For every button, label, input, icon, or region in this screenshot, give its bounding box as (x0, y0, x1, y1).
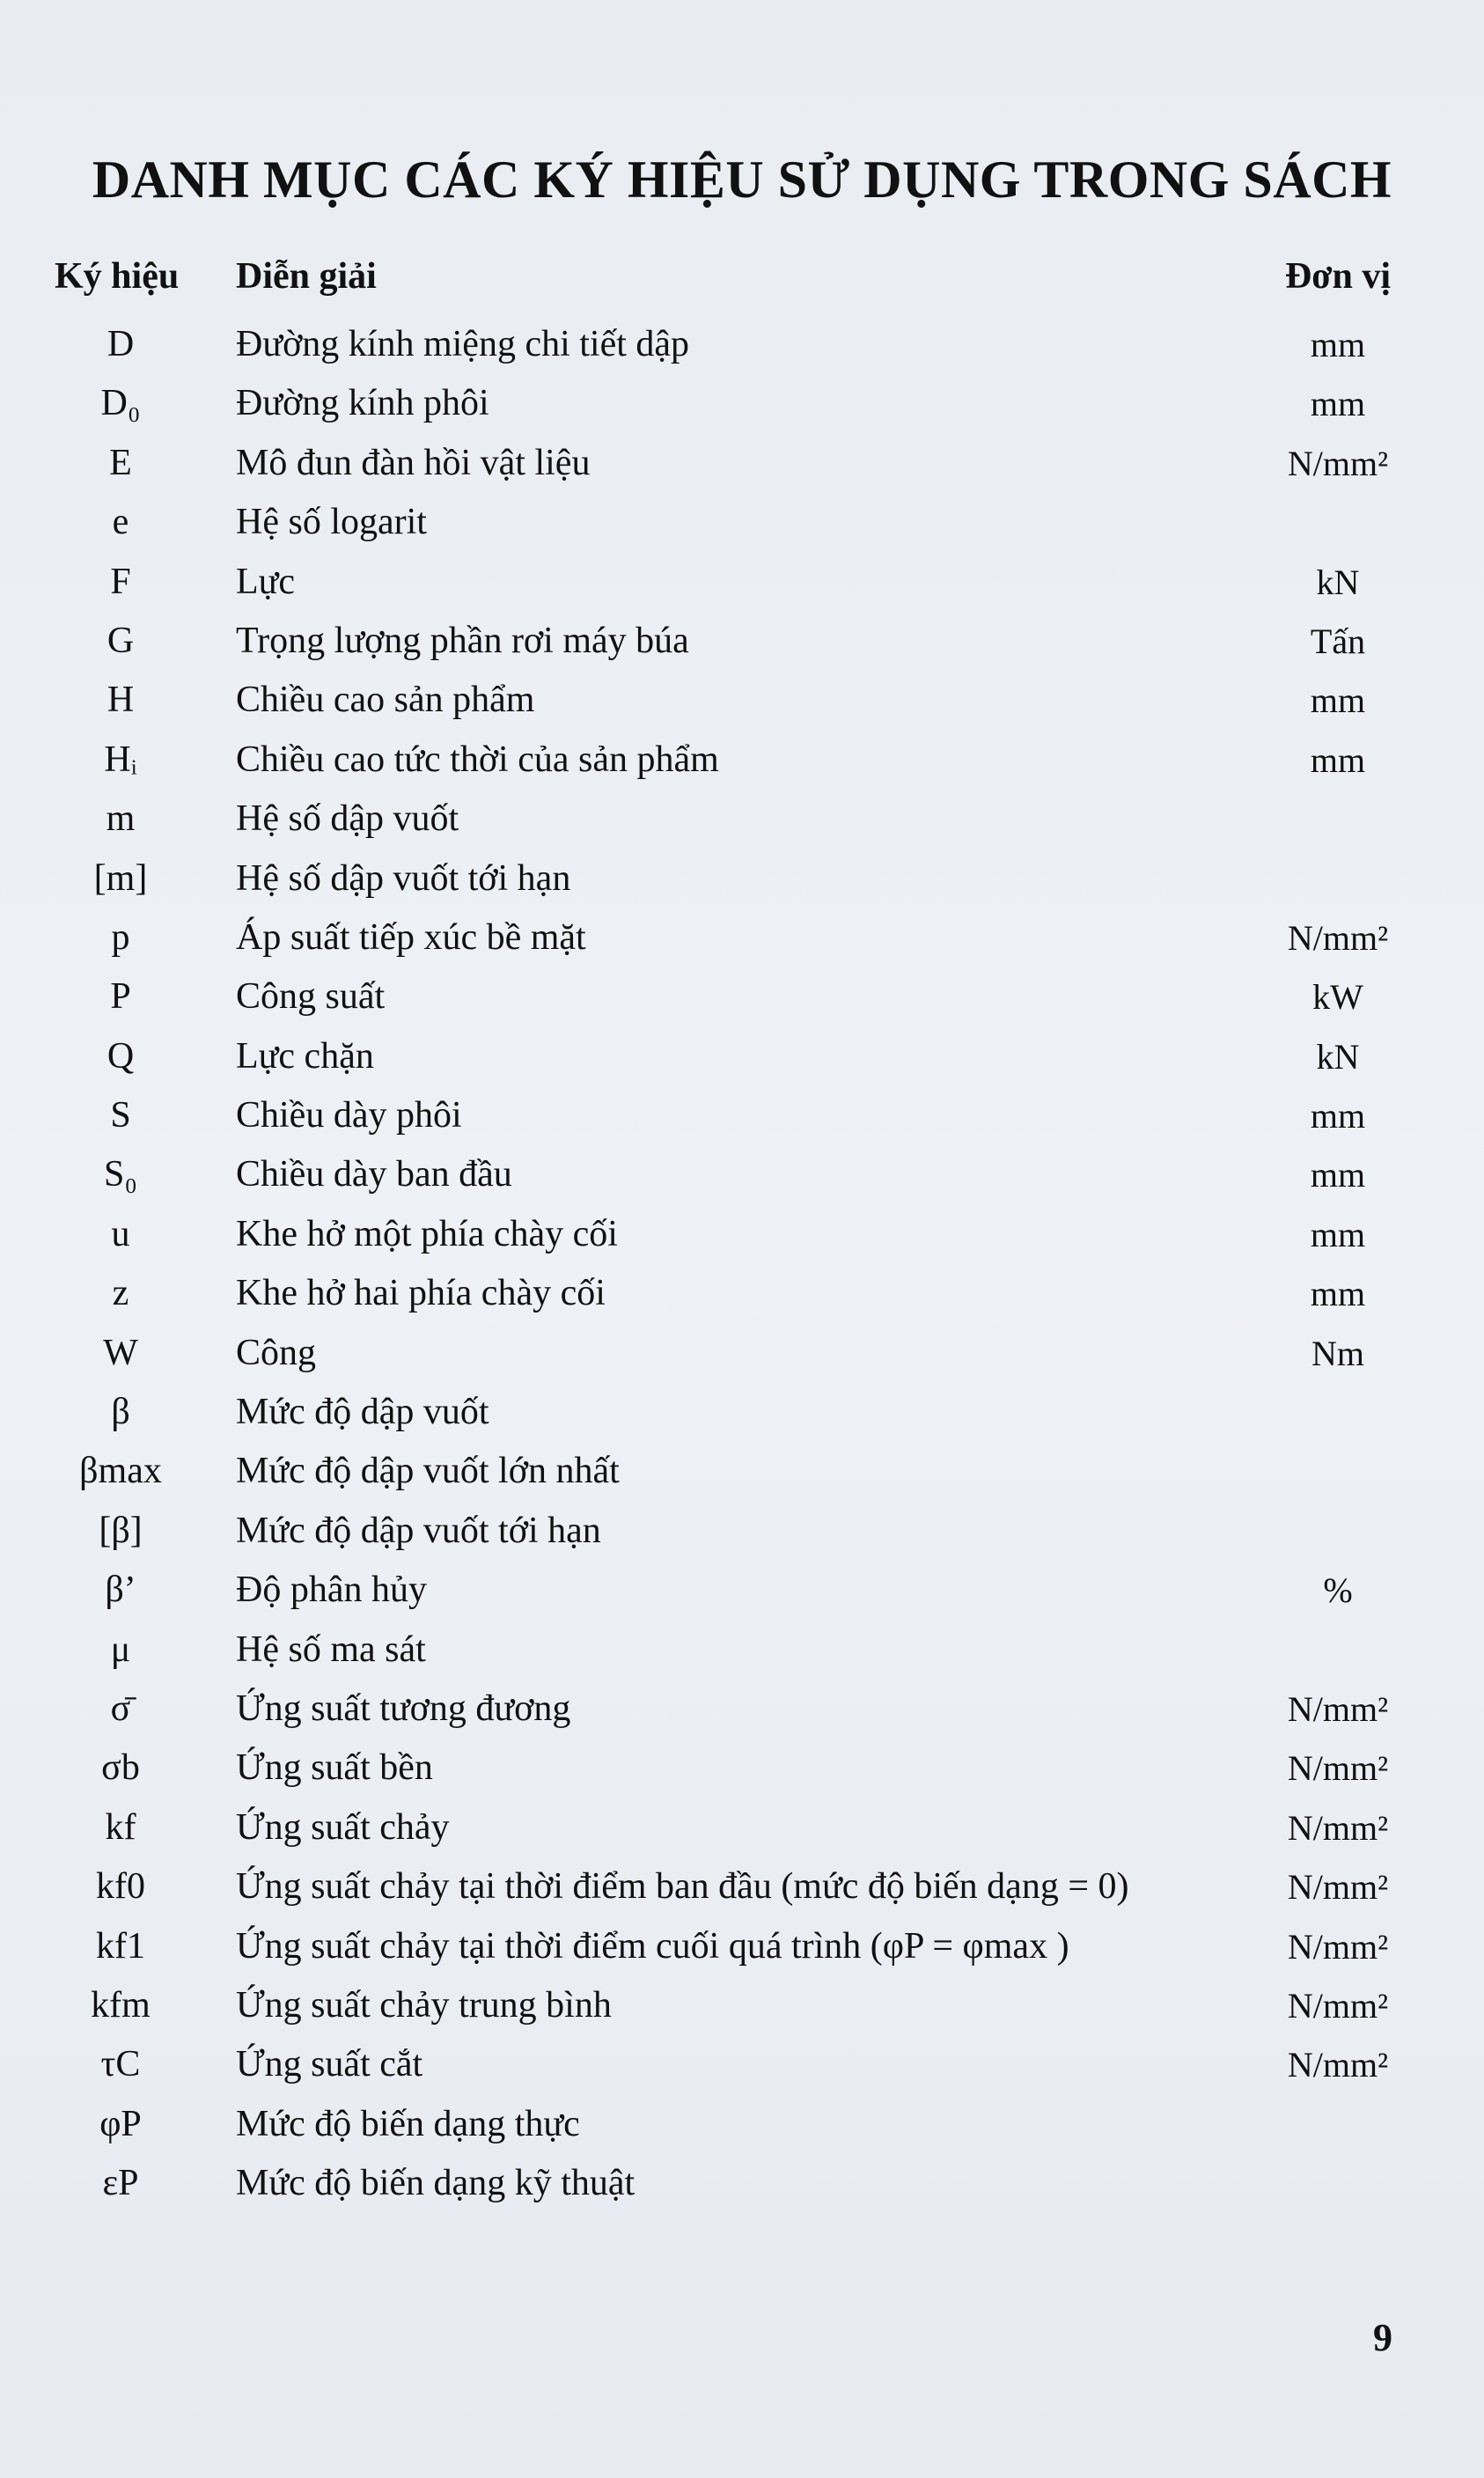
description-cell: Chiều cao sản phẩm (236, 680, 535, 721)
header-symbol: Ký hiệu (55, 256, 180, 297)
description-cell: Ứng suất bền (236, 1747, 433, 1789)
table-row (0, 2035, 1484, 2094)
unit-cell: kN (1316, 562, 1360, 602)
description-cell: Chiều dày phôi (236, 1095, 462, 1136)
unit-cell: kN (1316, 1036, 1360, 1077)
table-row (0, 374, 1484, 433)
description-cell: Hệ số dập vuốt (236, 798, 459, 840)
table-row (0, 1917, 1484, 1976)
table-row (0, 315, 1484, 374)
symbol-cell: u (111, 1213, 130, 1254)
unit-cell: Tấn (1310, 621, 1366, 661)
header-unit: Đơn vị (1284, 256, 1392, 297)
description-cell: Mô đun đàn hồi vật liệu (236, 442, 591, 483)
page-number: 9 (1373, 2316, 1392, 2359)
symbol-cell: φP (99, 2103, 142, 2144)
description-cell: Lực (236, 561, 296, 602)
symbol-cell: e (112, 502, 129, 543)
description-cell: Mức độ biến dạng thực (236, 2103, 580, 2144)
description-cell: Mức độ biến dạng kỹ thuật (236, 2163, 635, 2204)
table-row (0, 908, 1484, 967)
description-cell: Áp suất tiếp xúc bề mặt (236, 916, 586, 958)
unit-cell: kW (1312, 977, 1363, 1018)
symbol-cell: εP (102, 2163, 139, 2204)
unit-cell: % (1323, 1570, 1353, 1611)
symbol-cell: G (107, 620, 135, 661)
description-cell: Chiều cao tức thời của sản phẩm (236, 739, 719, 780)
table-row (0, 790, 1484, 849)
table-row (0, 1502, 1484, 1561)
header-description: Diễn giải (236, 256, 377, 297)
unit-cell: N/mm² (1287, 2045, 1389, 2085)
table-row (0, 1976, 1484, 2035)
symbol-cell: σb (101, 1747, 140, 1789)
symbol-cell: E (109, 442, 132, 483)
symbol-cell: kf0 (96, 1866, 145, 1908)
table-row (0, 612, 1484, 671)
symbol-cell: p (111, 916, 130, 958)
page-title: DANH MỤC CÁC KÝ HIỆU SỬ DỤNG TRONG SÁCH (92, 151, 1392, 209)
table-row (0, 1621, 1484, 1680)
symbol-cell: D (107, 324, 135, 364)
description-cell: Mức độ dập vuốt lớn nhất (236, 1451, 620, 1492)
table-row (0, 1442, 1484, 1501)
description-cell: Ứng suất cắt (236, 2044, 423, 2085)
unit-cell: mm (1310, 325, 1366, 364)
unit-cell: mm (1310, 1214, 1366, 1254)
table-row (0, 1857, 1484, 1916)
table-row (0, 553, 1484, 612)
symbol-cell: H (107, 680, 135, 721)
table-row (0, 671, 1484, 730)
table-row (0, 2095, 1484, 2154)
table-row (0, 1561, 1484, 1620)
symbol-cell: kf1 (96, 1925, 145, 1967)
description-cell: Khe hở một phía chày cối (236, 1213, 618, 1254)
symbol-cell: z (112, 1273, 129, 1314)
description-cell: Mức độ dập vuốt (236, 1392, 489, 1433)
unit-cell: N/mm² (1287, 1985, 1389, 2026)
unit-cell: N/mm² (1287, 1807, 1389, 1848)
description-cell: Ứng suất chảy tại thời điểm cuối quá trình (φP = φmax ) (236, 1925, 1069, 1967)
description-cell: Ứng suất chảy (236, 1806, 450, 1848)
description-cell: Ứng suất chảy trung bình (236, 1984, 612, 2026)
unit-cell: mm (1310, 1274, 1366, 1314)
table-row (0, 1739, 1484, 1798)
description-cell: Ứng suất chảy tại thời điểm ban đầu (mức độ biến dạng = 0) (236, 1866, 1129, 1908)
table-row (0, 1680, 1484, 1739)
symbol-cell: D₀ (100, 383, 141, 424)
description-cell: Hệ số dập vuốt tới hạn (236, 857, 571, 899)
table-row (0, 967, 1484, 1026)
table-row (0, 1205, 1484, 1264)
description-cell: Đường kính miệng chi tiết dập (236, 324, 690, 364)
description-cell: Độ phân hủy (236, 1570, 427, 1611)
description-cell: Khe hở hai phía chày cối (236, 1273, 606, 1314)
table-row (0, 849, 1484, 908)
table-row (0, 2154, 1484, 2213)
symbol-cell: S (110, 1095, 131, 1136)
description-cell: Đường kính phôi (236, 383, 489, 424)
unit-cell: N/mm² (1287, 443, 1389, 483)
symbol-table (0, 315, 1484, 2214)
table-row (0, 1264, 1484, 1323)
table-row (0, 1383, 1484, 1442)
symbol-cell: σ̄ (110, 1688, 131, 1729)
unit-cell: mm (1310, 739, 1366, 780)
unit-cell: N/mm² (1287, 1688, 1389, 1729)
unit-cell: mm (1310, 384, 1366, 424)
symbol-cell: βmax (79, 1451, 162, 1492)
unit-cell: N/mm² (1287, 1926, 1389, 1967)
symbol-cell: S₀ (103, 1154, 137, 1195)
unit-cell: N/mm² (1287, 1867, 1389, 1908)
description-cell: Mức độ dập vuốt tới hạn (236, 1510, 601, 1551)
symbol-cell: β’ (105, 1570, 136, 1611)
symbol-cell: F (110, 561, 131, 602)
symbol-cell: Q (107, 1035, 135, 1077)
unit-cell: mm (1310, 680, 1366, 721)
description-cell: Chiều dày ban đầu (236, 1154, 512, 1195)
symbol-cell: τC (100, 2044, 141, 2085)
unit-cell: mm (1310, 1155, 1366, 1195)
description-cell: Hệ số logarit (236, 502, 427, 543)
description-cell: Trọng lượng phần rơi máy búa (236, 620, 689, 661)
description-cell: Lực chặn (236, 1035, 374, 1077)
table-row (0, 493, 1484, 552)
description-cell: Ứng suất tương đương (236, 1688, 571, 1729)
symbol-cell: β (111, 1392, 130, 1433)
unit-cell: mm (1310, 1096, 1366, 1136)
table-row (0, 1798, 1484, 1857)
table-row (0, 434, 1484, 493)
symbol-cell: μ (110, 1629, 131, 1670)
symbol-cell: Hᵢ (104, 739, 137, 780)
table-row (0, 1086, 1484, 1145)
symbol-cell: kf (105, 1806, 136, 1848)
symbol-cell: m (106, 798, 136, 840)
unit-cell: N/mm² (1287, 917, 1389, 958)
table-row (0, 1027, 1484, 1086)
symbol-cell: kfm (91, 1984, 151, 2026)
table-row (0, 1145, 1484, 1204)
description-cell: Hệ số ma sát (236, 1629, 426, 1670)
symbol-cell: W (103, 1332, 138, 1373)
symbol-cell: [β] (99, 1510, 143, 1551)
table-row (0, 731, 1484, 790)
description-cell: Công suất (236, 976, 386, 1018)
unit-cell: Nm (1311, 1333, 1364, 1373)
unit-cell: N/mm² (1287, 1748, 1389, 1789)
description-cell: Công (236, 1332, 317, 1373)
symbol-cell: P (110, 976, 131, 1018)
table-row (0, 1324, 1484, 1383)
symbol-cell: [m] (93, 857, 148, 899)
